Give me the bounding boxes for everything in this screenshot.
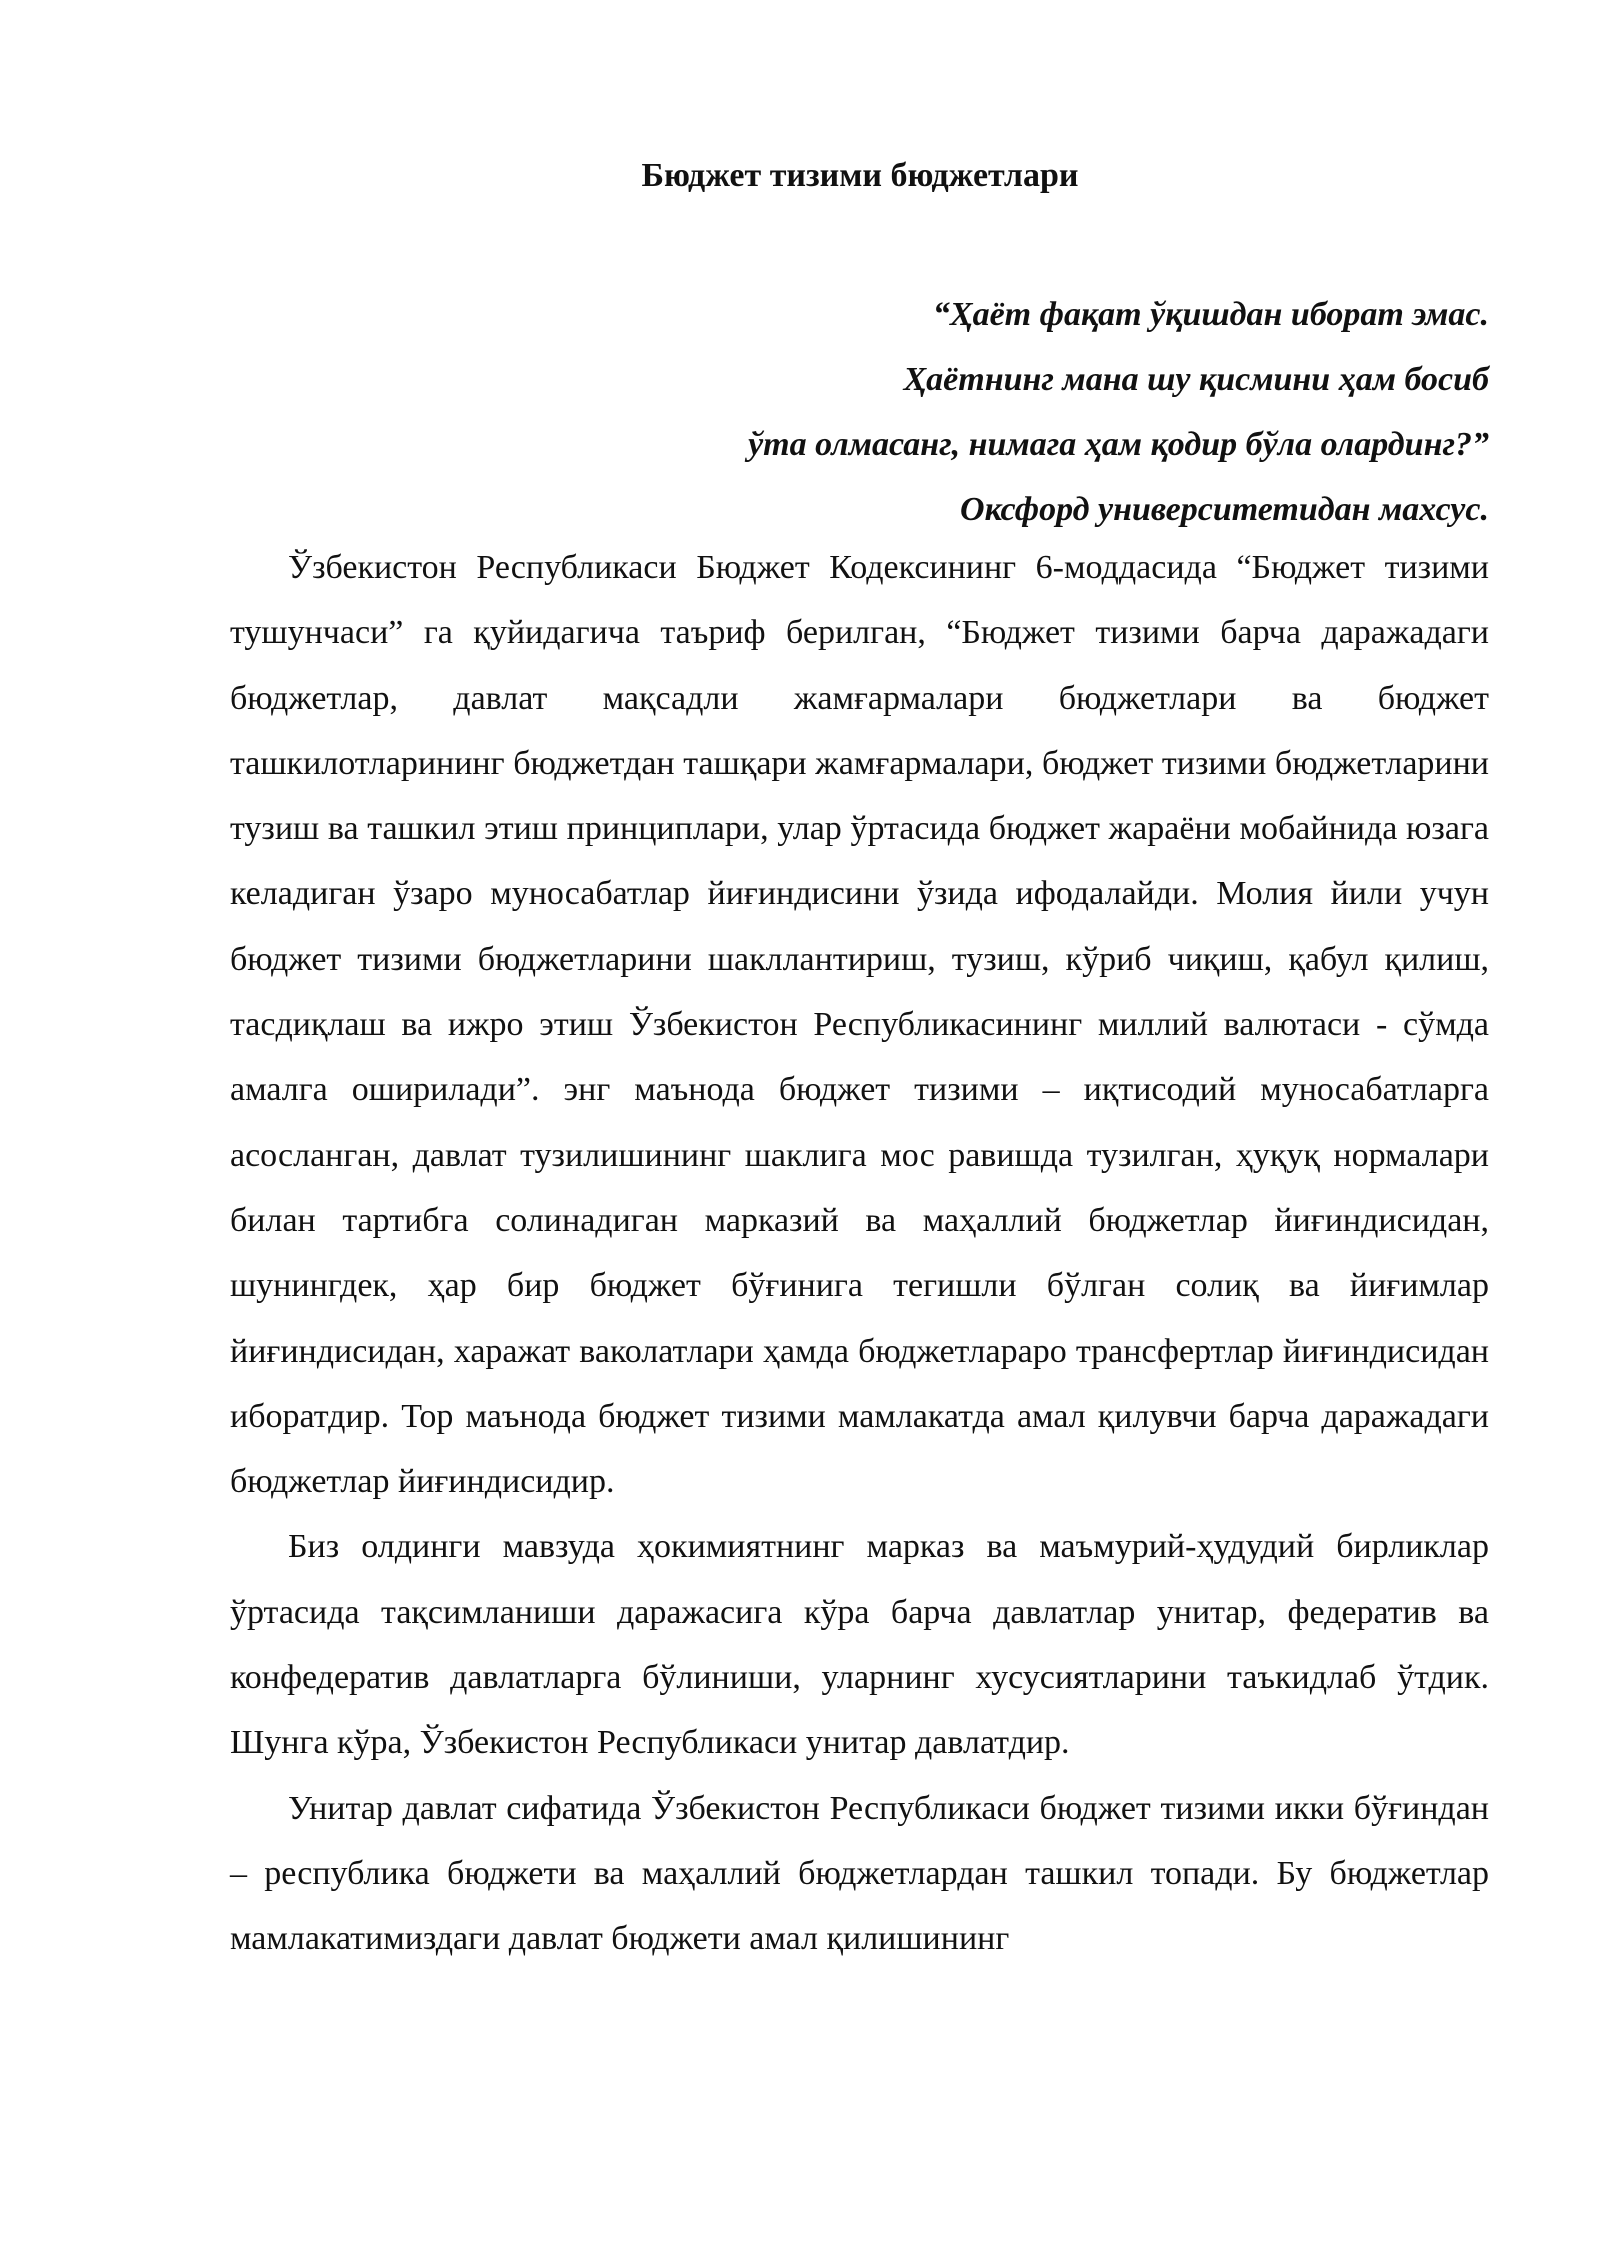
- epigraph-attribution: Оксфорд университетидан махсус.: [960, 491, 1489, 528]
- document-body: [230, 535, 1489, 1972]
- epigraph-line: “Ҳаёт фақат ўқишдан иборат эмас.: [932, 296, 1489, 333]
- epigraph-line: ўта олмасанг, нимага ҳам қодир бўла олардинг?”: [748, 426, 1489, 463]
- body-paragraph: Унитар давлат сифатида Ўзбекистон Республикаси бюджет тизими икки бўғиндан – республика бюджети ва маҳаллий бюджетлардан ташкил топади. Бу бюджетлар мамлакатимиздаги давлат бюджети амал қилишининг: [230, 1789, 1489, 1958]
- epigraph-line: Ҳаётнинг мана шу қисмини ҳам босиб: [903, 361, 1489, 398]
- epigraph: [230, 282, 1489, 542]
- document-title: Бюджет тизими бюджетлари: [641, 157, 1079, 194]
- body-paragraph: Ўзбекистон Республикаси Бюджет Кодексининг 6-моддасида “Бюджет тизими тушунчаси” га қуйидагича таъриф берилган, “Бюджет тизими барча даражадаги бюджетлар, давлат мақсадли жамғармалари бюджетлари ва бюджет ташкилотларининг бюджетдан ташқари жамғармалари, бюджет тизими бюджетларини тузиш ва ташкил этиш принциплари, улар ўртасида бюджет жараёни мобайнида юзага келадиган ўзаро муносабатлар йиғиндисини ўзида ифодалайди. Молия йили учун бюджет тизими бюджетларини шакллантириш, тузиш, кўриб чиқиш, қабул қилиш, тасдиқлаш ва ижро этиш Ўзбекистон Республикасининг миллий валютаси - сўмда амалга оширилади”. энг маънода бюджет тизими – иқтисодий муносабатларга асосланган, давлат тузилишининг шаклига мос равишда тузилган, ҳуқуқ нормалари билан тартибга солинадиган марказий ва маҳаллий бюджетлар йиғиндисидан, шунингдек, ҳар бир бюджет бўғинига тегишли бўлган солиқ ва йиғимлар йиғиндисидан, харажат ваколатлари ҳамда бюджетлараро трансфертлар йиғиндисидан иборатдир. Тор маънода бюджет тизими мамлакатда амал қилувчи барча даражадаги бюджетлар йиғиндисидир.: [230, 549, 1489, 1501]
- body-paragraph: Биз олдинги мавзуда ҳокимиятнинг марказ ва маъмурий-ҳудудий бирликлар ўртасида тақсимланиши даражасига кўра барча давлатлар унитар, федератив ва конфедератив давлатларга бўлиниши, уларнинг хусусиятларини таъкидлаб ўтдик. Шунга кўра, Ўзбекистон Республикаси унитар давлатдир.: [230, 1528, 1489, 1762]
